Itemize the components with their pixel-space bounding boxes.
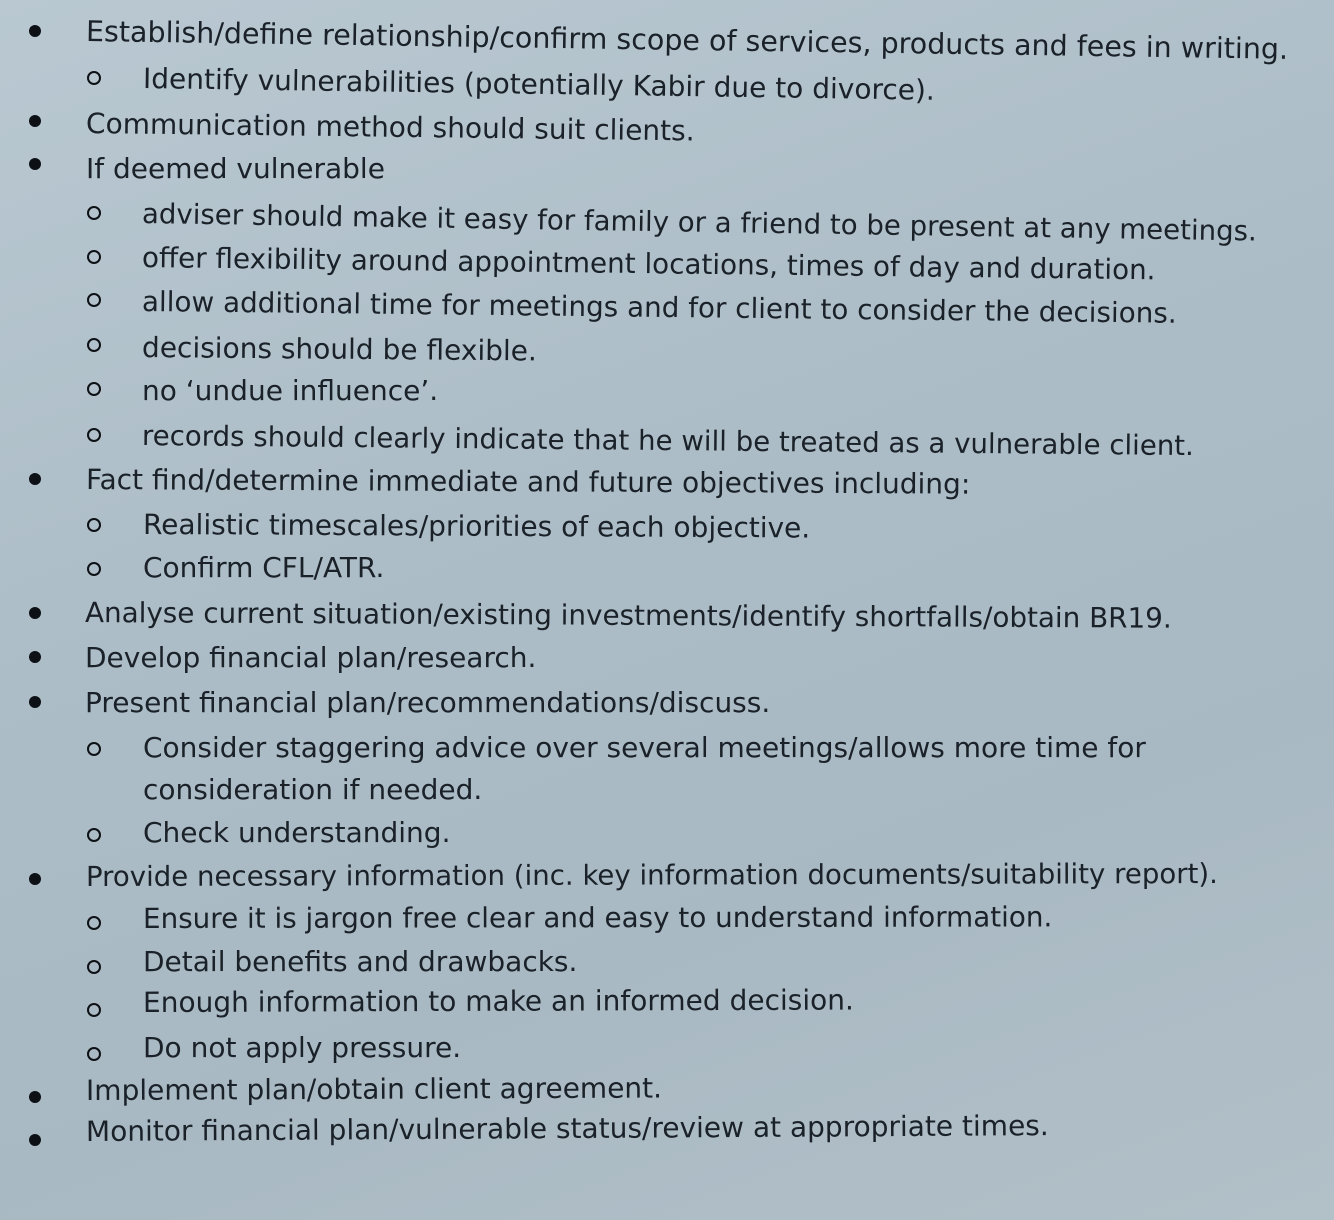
list-item: Establish/define relationship/confirm scope of services, products and fees in writing. [85, 15, 1289, 66]
sub-bullet-icon [87, 382, 101, 396]
list-item: Fact find/determine immediate and future objectives including: [85, 463, 971, 501]
list-item: records should clearly indicate that he will be treated as a vulnerable client. [141, 419, 1195, 463]
sub-bullet-icon [87, 206, 101, 220]
list-item: Ensure it is jargon free clear and easy to understand information. [142, 900, 1053, 935]
sub-bullet-icon [87, 960, 101, 974]
bullet-icon [29, 1134, 41, 1146]
list-item: Enough information to make an informed decision. [142, 983, 854, 1019]
bullet-icon [29, 696, 41, 708]
bullet-icon [29, 607, 41, 619]
list-item-continuation: consideration if needed. [143, 773, 483, 806]
sub-bullet-icon [87, 742, 101, 756]
list-item: no ‘undue influence’. [142, 374, 439, 407]
sub-bullet-icon [87, 916, 101, 930]
list-item: Present financial plan/recommendations/discuss. [85, 686, 771, 719]
sub-bullet-icon [87, 428, 101, 442]
list-item: Monitor financial plan/vulnerable status/review at appropriate times. [85, 1109, 1049, 1148]
bullet-icon [29, 25, 41, 37]
list-item: Communication method should suit clients. [85, 107, 695, 148]
list-item: Provide necessary information (inc. key information documents/suitability report). [85, 857, 1218, 893]
list-item: Confirm CFL/ATR. [143, 551, 385, 584]
sub-bullet-icon [87, 71, 101, 85]
sub-bullet-icon [87, 338, 101, 352]
bullet-icon [29, 651, 41, 663]
sub-bullet-icon [87, 828, 101, 842]
bullet-icon [29, 473, 41, 485]
list-item: decisions should be flexible. [141, 331, 538, 368]
list-item: Realistic timescales/priorities of each objective. [142, 508, 811, 545]
list-item: offer flexibility around appointment locations, times of day and duration. [141, 241, 1156, 287]
list-item: Analyse current situation/existing investments/identify shortfalls/obtain BR19. [84, 596, 1172, 635]
list-item: allow additional time for meetings and for client to consider the decisions. [141, 285, 1177, 330]
list-item: Consider staggering advice over several meetings/allows more time for [143, 731, 1146, 764]
sub-bullet-icon [87, 562, 101, 576]
bullet-icon [29, 873, 41, 885]
sub-bullet-icon [87, 1047, 101, 1061]
sub-bullet-icon [87, 250, 101, 264]
list-item: adviser should make it easy for family or a friend to be present at any meetings. [141, 197, 1258, 248]
list-item: Identify vulnerabilities (potentially Kabir due to divorce). [142, 62, 936, 107]
sub-bullet-icon [87, 293, 101, 307]
list-item: If deemed vulnerable [86, 152, 385, 185]
list-item: Do not apply pressure. [143, 1031, 462, 1064]
sub-bullet-icon [87, 1003, 101, 1017]
list-item: Check understanding. [143, 816, 451, 849]
sub-bullet-icon [87, 518, 101, 532]
bullet-icon [29, 1091, 41, 1103]
list-item: Develop financial plan/research. [85, 641, 537, 674]
bullet-icon [29, 115, 41, 127]
bullet-icon [29, 158, 41, 170]
list-item: Implement plan/obtain client agreement. [85, 1071, 663, 1107]
list-item: Detail benefits and drawbacks. [143, 945, 578, 978]
